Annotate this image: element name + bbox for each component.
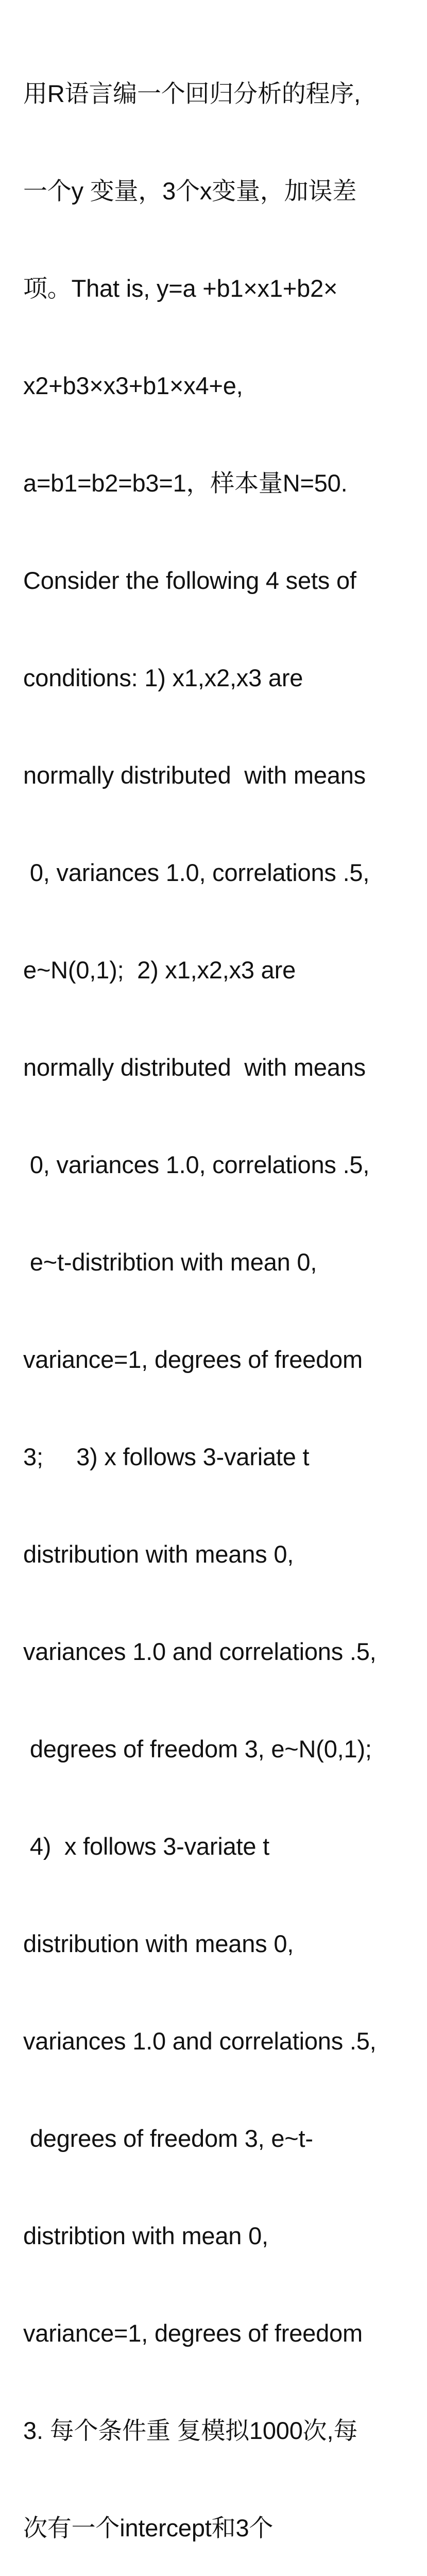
message-line: 3. 每个条件重 复模拟1000次,每 xyxy=(23,2417,358,2444)
message-line: x2+b3×x3+b1×x4+e, xyxy=(23,372,243,399)
message-line: e~t-distribtion with mean 0, xyxy=(23,1248,317,1276)
message-line: 一个y 变量，3个x变量，加误差 xyxy=(23,177,356,205)
message-line: variances 1.0 and correlations .5, xyxy=(23,1638,377,1665)
message-line: e~N(0,1); 2) x1,x2,x3 are xyxy=(23,956,296,984)
message-line: conditions: 1) x1,x2,x3 are xyxy=(23,664,303,691)
message-line: 次有一个intercept和3个 xyxy=(23,2514,274,2541)
message-line: variance=1, degrees of freedom xyxy=(23,1346,363,1373)
message-line: Consider the following 4 sets of xyxy=(23,567,356,594)
message-line: variances 1.0 and correlations .5, xyxy=(23,2027,377,2055)
message-line: degrees of freedom 3, e~N(0,1); xyxy=(23,1735,372,1762)
message-line: distribution with means 0, xyxy=(23,1540,294,1568)
message-line: 3; 3) x follows 3-variate t xyxy=(23,1443,310,1470)
message-line: 4) x follows 3-variate t xyxy=(23,1833,270,1860)
message-line: degrees of freedom 3, e~t- xyxy=(23,2125,313,2152)
message-line: 项。That is, y=a +b1×x1+b2× xyxy=(23,275,338,302)
message-line: distribution with means 0, xyxy=(23,1930,294,1957)
message-line: 0, variances 1.0, correlations .5, xyxy=(23,1151,370,1178)
message-text[interactable] xyxy=(23,12,420,2576)
message-line: a=b1=b2=b3=1，样本量N=50. xyxy=(23,469,348,497)
message-line: variance=1, degrees of freedom xyxy=(23,2319,363,2347)
message-line: normally distributed with means xyxy=(23,761,366,789)
message-line: 0, variances 1.0, correlations .5, xyxy=(23,859,370,886)
message-line: 用R语言编一个回归分析的程序, xyxy=(23,80,361,107)
message-line: distribtion with mean 0, xyxy=(23,2222,268,2249)
message-line: normally distributed with means xyxy=(23,1054,366,1081)
